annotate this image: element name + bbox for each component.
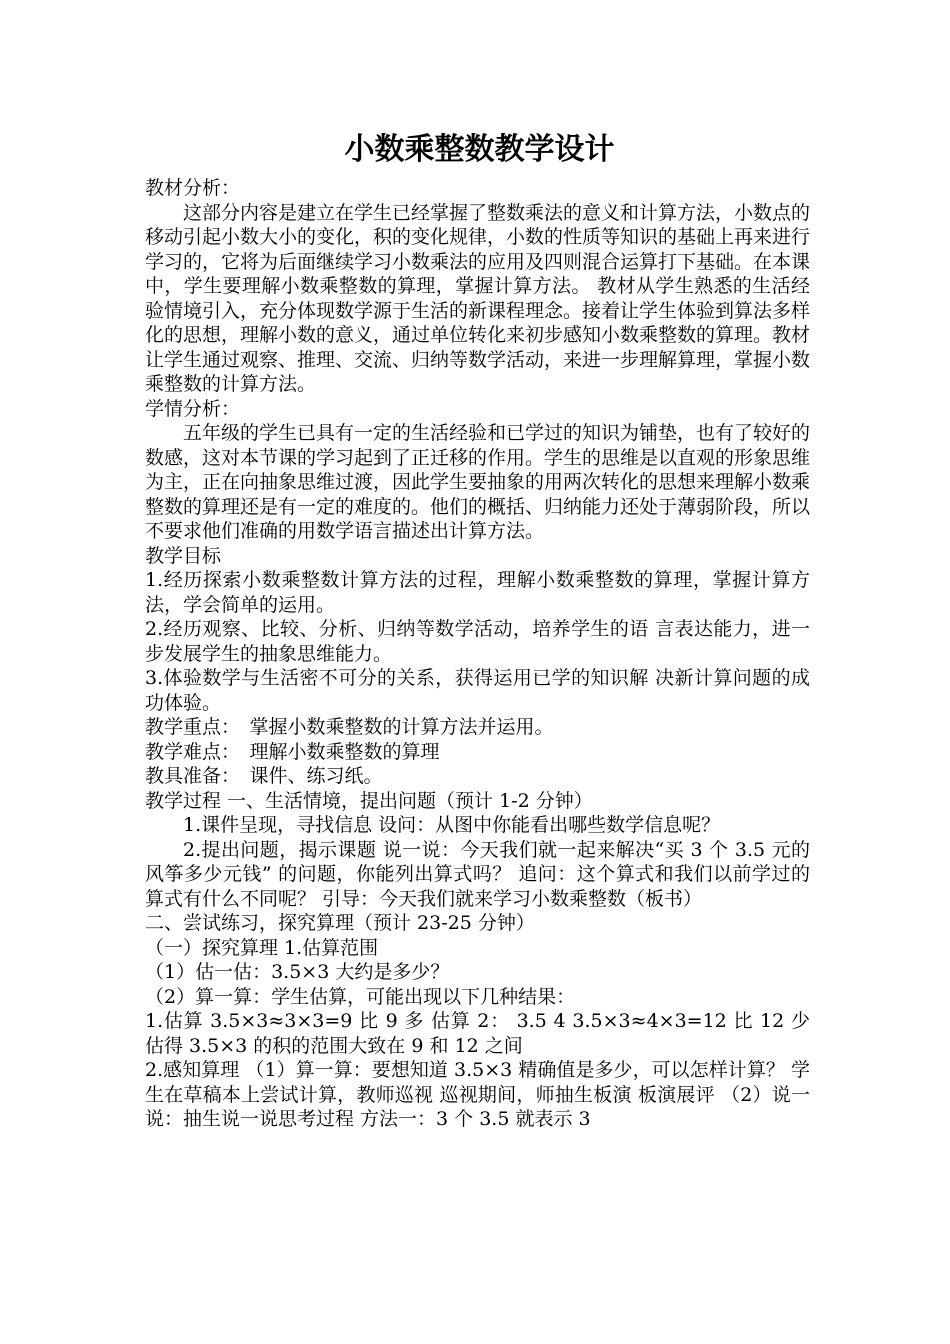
material-analysis-heading: 教材分析： [145, 177, 241, 199]
teaching-goal-item: 1.经历探索小数乘整数计算方法的过程，理解小数乘整数的算理，掌握计算方法，学会简单的运用。 [145, 569, 810, 616]
teaching-difficulty: 教学难点： 理解小数乘整数的算理 [145, 740, 440, 763]
teaching-key-point: 教学重点： 掌握小数乘整数的计算方法并运用。 [145, 716, 554, 738]
teaching-tools: 教具准备： 课件、练习纸。 [145, 765, 383, 787]
process-step-heading: 二、尝试练习，探究算理（预计 23-25 分钟） [145, 912, 535, 934]
process-paragraph: 1.估算 3.5×3≈3×3=9 比 9 多 估算 2： 3.5 4 3.5×3≈4×3=12 比 12 少 估得 3.5×3 的积的范围大致在 9 和 12 之间 [145, 1010, 810, 1057]
process-step-heading: 教学过程 一、生活情境，提出问题（预计 1-2 分钟） [145, 789, 593, 812]
teaching-goals-heading: 教学目标 [145, 544, 222, 567]
process-paragraph: （一）探究算理 1.估算范围 [145, 936, 379, 959]
process-paragraph: （2）算一算：学生估算，可能出现以下几种结果： [145, 985, 576, 1008]
process-paragraph: 1.课件呈现，寻找信息 设问：从图中你能看出哪些数学信息呢？ [183, 814, 721, 836]
student-analysis-heading: 学情分析： [145, 397, 241, 420]
process-paragraph: 2.感知算理 （1）算一算：要想知道 3.5×3 精确值是多少，可以怎样计算？ 学生在草稿本上尝试计算，教师巡视 巡视期间，师抽生板演 板演展评 （2）说一说：抽生说一说思考过程 方法一：3 个 3.5 就表示 3 [145, 1059, 810, 1130]
material-analysis-paragraph: 这部分内容是建立在学生已经掌握了整数乘法的意义和计算方法，小数点的移动引起小数大小的变化，积的变化规律，小数的性质等知识的基础上再来进行学习的，它将为后面继续学习小数乘法的应用及四则混合运算打下基础。在本课中，学生要理解小数乘整数的算理，掌握计算方法。 教材从学生熟悉的生活经验情境引入，充分体现数学源于生活的新课程理念。接着让学生体验到算法多样化的思想，理解小数的意义，通过单位转化来初步感知小数乘整数的算理。教材让学生通过观察、推理、交流、归纳等数学活动，来进一步理解算理，掌握小数乘整数的计算方法。 [145, 201, 811, 395]
teaching-goal-item: 2.经历观察、比较、分析、归纳等数学活动，培养学生的语 言表达能力，进一步发展学生的抽象思维能力。 [145, 618, 810, 665]
process-paragraph: （1）估一估：3.5×3 大约是多少？ [145, 961, 450, 983]
student-analysis-paragraph: 五年级的学生已具有一定的生活经验和已学过的知识为铺垫，也有了较好的数感，这对本节课的学习起到了正迁移的作用。学生的思维是以直观的形象思维为主，正在向抽象思维过渡，因此学生要抽象的用两次转化的思想来理解小数乘整数的算理还是有一定的难度的。他们的概括、归纳能力还处于薄弱阶段，所以不要求他们准确的用数学语言描述出计算方法。 [145, 422, 811, 542]
teaching-goal-item: 3.体验数学与生活密不可分的关系，获得运用已学的知识解 决新计算问题的成功体验。 [145, 667, 810, 714]
process-paragraph: 2.提出问题，揭示课题 说一说：今天我们就一起来解决“买 3 个 3.5 元的风筝多少元钱” 的问题，你能列出算式吗？ 追问：这个算式和我们以前学过的算式有什么不同呢？ 引导：今天我们就来学习小数乘整数（板书） [145, 838, 810, 910]
page-title: 小数乘整数教学设计 [344, 132, 615, 167]
